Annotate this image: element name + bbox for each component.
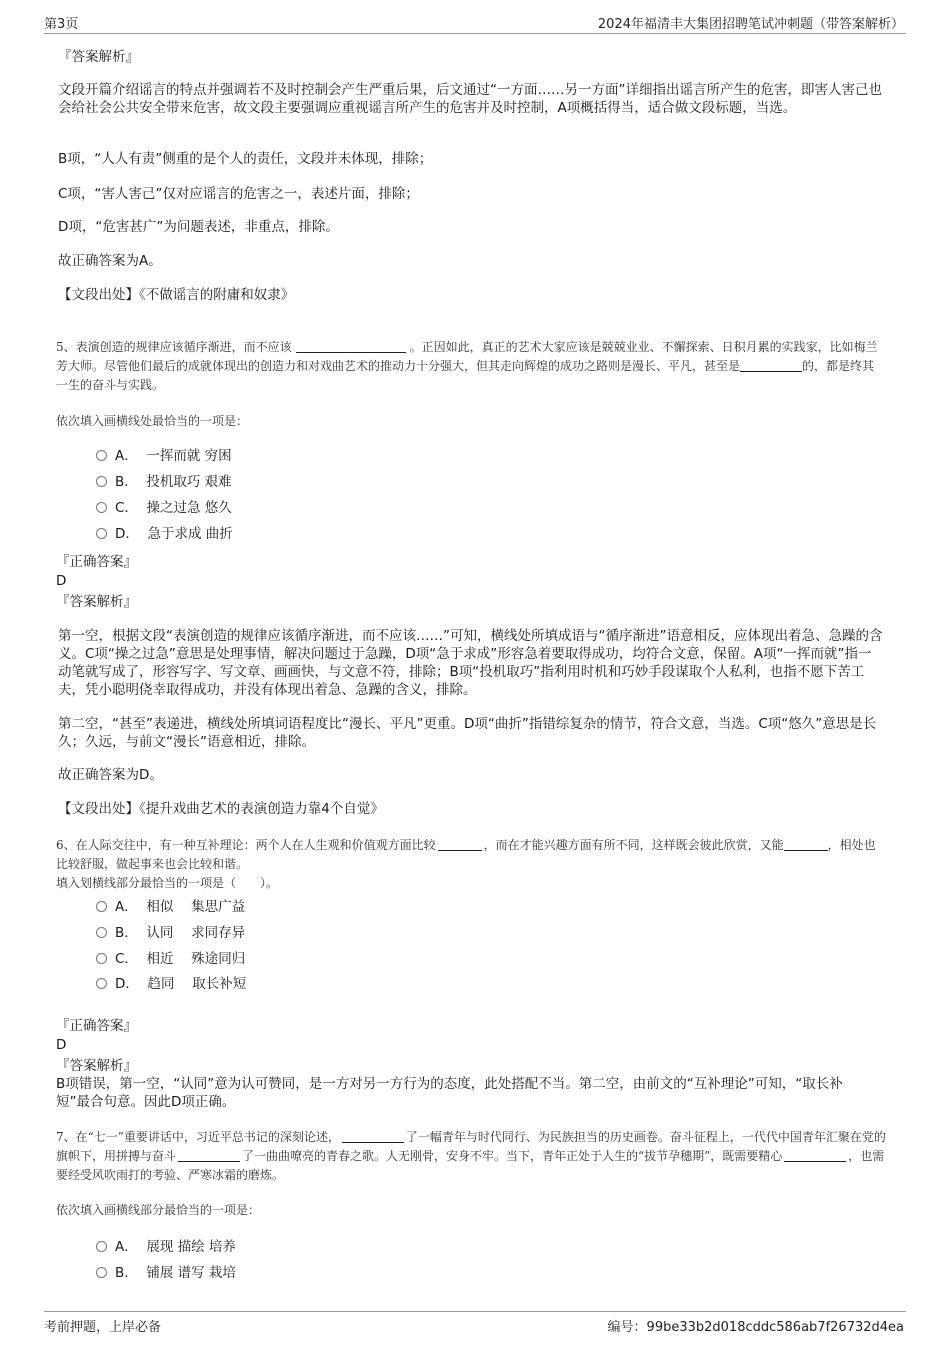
q7-option-b-label: B． 铺展 谱写 栽培 (115, 1265, 236, 1281)
radio-icon[interactable] (96, 953, 107, 964)
q7-prompt: 依次填入画横线部分最恰当的一项是： (56, 1203, 261, 1217)
radio-icon[interactable] (96, 528, 107, 539)
q4-source: 【文段出处】《不做谣言的附庸和奴隶》 (58, 287, 295, 303)
q7-option-a-label: A． 展现 描绘 培养 (115, 1239, 236, 1255)
q7-stem-part4: ，也需要经受风吹雨打的考验、严寒冰霜的磨炼。 (56, 1149, 885, 1182)
q5-analysis-label: 『答案解析』 (56, 594, 137, 610)
q6-answer: D (56, 1037, 67, 1053)
q5-option-c[interactable] (96, 499, 232, 517)
blank-line (342, 1130, 404, 1143)
q7-option-b[interactable] (96, 1264, 236, 1282)
q6-option-b-label: B． 认同 求同存异 (115, 925, 246, 941)
q6-analysis-label: 『答案解析』 (56, 1058, 137, 1074)
footer-divider (44, 1311, 906, 1312)
blank-line (178, 1149, 240, 1162)
q6-prompt: 填入划横线部分最恰当的一项是（ ）。 (56, 876, 279, 890)
document-title: 2024年福清丰大集团招聘笔试冲刺题（带答案解析） (597, 17, 904, 32)
q5-option-b[interactable] (96, 473, 232, 491)
q5-stem-part1: 5、表演创造的规律应该循序渐进，而不应该 (56, 340, 292, 354)
q5-analysis-p1: 第一空，根据文段“表演创造的规律应该循序渐进，而不应该……”可知，横线处所填成语与“循序渐进”语意相反，应体现出着急、急躁的含义。C项“操之过急”意思是处理事情，解决问题过于急躁，D项“急于求成”形容急着要取得成功，均符合文意，保留。A项“一挥而就”指一动笔就写成了，形容写字、写文章、画画快，与文意不符，排除；B项“投机取巧”指利用时机和巧妙手段谋取个人私利，也指不愿下苦工夫，凭小聪明侥幸取得成功，并没有体现出着急、急躁的含义，排除。 (58, 628, 883, 698)
radio-icon[interactable] (96, 502, 107, 513)
q5-analysis-p2: 第二空，“甚至”表递进，横线处所填词语程度比“漫长、平凡”更重。D项“曲折”指错综复杂的情节，符合文意，当选。C项“悠久”意思是长久；久远，与前文“漫长”语意相近，排除。 (58, 716, 877, 750)
q7-stem-part3: 了一曲曲嘹亮的青春之歌。人无刚骨，安身不牢。当下，青年正处于人生的“拔节孕穗期”，既需要精心 (242, 1149, 783, 1163)
q5-prompt: 依次填入画横线处最恰当的一项是： (56, 414, 249, 428)
q6-stem-part3: ，相处也比较舒服，做起事来也会比较和谐。 (56, 838, 876, 871)
header-divider (44, 33, 906, 34)
blank-line (740, 359, 802, 372)
q6-option-c[interactable] (96, 950, 245, 968)
q6-stem (56, 836, 886, 874)
q5-option-a[interactable] (96, 447, 232, 465)
blank-line (438, 838, 482, 851)
q5-analysis-p3: 故正确答案为D。 (58, 767, 163, 783)
radio-icon[interactable] (96, 476, 107, 487)
q5-answer: D (56, 573, 67, 589)
radio-icon[interactable] (96, 978, 107, 989)
q5-option-d-label: D． 急于求成 曲折 (115, 526, 233, 542)
q6-option-a[interactable] (96, 898, 245, 916)
radio-icon[interactable] (96, 927, 107, 938)
q4-analysis-p4: D项，“危害甚广”为问题表述，非重点，排除。 (58, 219, 339, 235)
q5-option-c-label: C． 操之过急 悠久 (115, 500, 232, 516)
q5-option-d[interactable] (96, 525, 233, 543)
q5-stem-part2: 。正因如此，真正的艺术大家应该是兢兢业业、不懈探索、日积月累的实践家，比如梅兰芳大师。尽管他们最后的成就体现出的创造力和对戏曲艺术的推动力十分强大，但其走向辉煌的成功之路则是漫长、平凡，甚至是 (56, 340, 878, 373)
q5-option-b-label: B． 投机取巧 艰难 (115, 474, 232, 490)
q6-option-d-label: D． 趋同 取长补短 (115, 976, 247, 992)
radio-icon[interactable] (96, 450, 107, 461)
blank-line (296, 340, 406, 353)
q5-stem-part3: 的，都是终其一生的奋斗与实践。 (56, 359, 875, 392)
q6-stem-part2: ，而在才能兴趣方面有所不同，这样既会彼此欣赏，又能 (483, 838, 784, 852)
blank-line (784, 1149, 846, 1162)
footer-slogan: 考前押题，上岸必备 (44, 1320, 162, 1335)
radio-icon[interactable] (96, 1267, 107, 1278)
document-id: 编号：99be33b2d018cddc586ab7f26732d4ea (607, 1320, 904, 1335)
q6-option-a-label: A． 相似 集思广益 (115, 899, 246, 915)
page-number: 第3页 (44, 17, 79, 32)
q6-analysis-p1: B项错误，第一空，“认同”意为认可赞同，是一方对另一方行为的态度，此处搭配不当。第二空，由前文的“互补理论”可知，“取长补短”最合句意。因此D项正确。 (56, 1076, 843, 1110)
q4-analysis-p5: 故正确答案为A。 (58, 253, 162, 269)
q4-analysis-p2: B项，“人人有责”侧重的是个人的责任，文段并未体现，排除； (58, 151, 433, 167)
q7-option-a[interactable] (96, 1238, 236, 1256)
q7-stem (56, 1128, 886, 1185)
q6-option-b[interactable] (96, 924, 245, 942)
q6-option-c-label: C． 相近 殊途同归 (115, 951, 246, 967)
blank-line (784, 838, 828, 851)
q4-analysis-p3: C项，“害人害己”仅对应谣言的危害之一，表述片面，排除； (58, 186, 419, 202)
q5-source: 【文段出处】《提升戏曲艺术的表演创造力靠4个自觉》 (58, 801, 384, 817)
q6-option-d[interactable] (96, 975, 246, 993)
q7-stem-part2: 了一幅青年与时代同行、为民族担当的历史画卷。奋斗征程上，一代代中国青年汇聚在党的旗帜下，用拼搏与奋斗 (56, 1130, 886, 1163)
q4-analysis-label: 『答案解析』 (58, 49, 139, 65)
q5-option-a-label: A． 一挥而就 穷困 (115, 448, 232, 464)
q5-answer-label: 『正确答案』 (56, 554, 137, 570)
q4-analysis-p1: 文段开篇介绍谣言的特点并强调若不及时控制会产生严重后果，后文通过“一方面……另一方面”详细指出谣言所产生的危害，即害人害己也会给社会公共安全带来危害，故文段主要强调应重视谣言所产生的危害并及时控制，A项概括得当，适合做文段标题，当选。 (58, 82, 882, 116)
radio-icon[interactable] (96, 1241, 107, 1252)
q5-stem (56, 338, 886, 395)
q6-answer-label: 『正确答案』 (56, 1018, 137, 1034)
q6-stem-part1: 6、在人际交往中，有一种互补理论：两个人在人生观和价值观方面比较 (56, 838, 436, 852)
q7-stem-part1: 7、在“七一”重要讲话中，习近平总书记的深刻论述， (56, 1130, 340, 1144)
radio-icon[interactable] (96, 901, 107, 912)
